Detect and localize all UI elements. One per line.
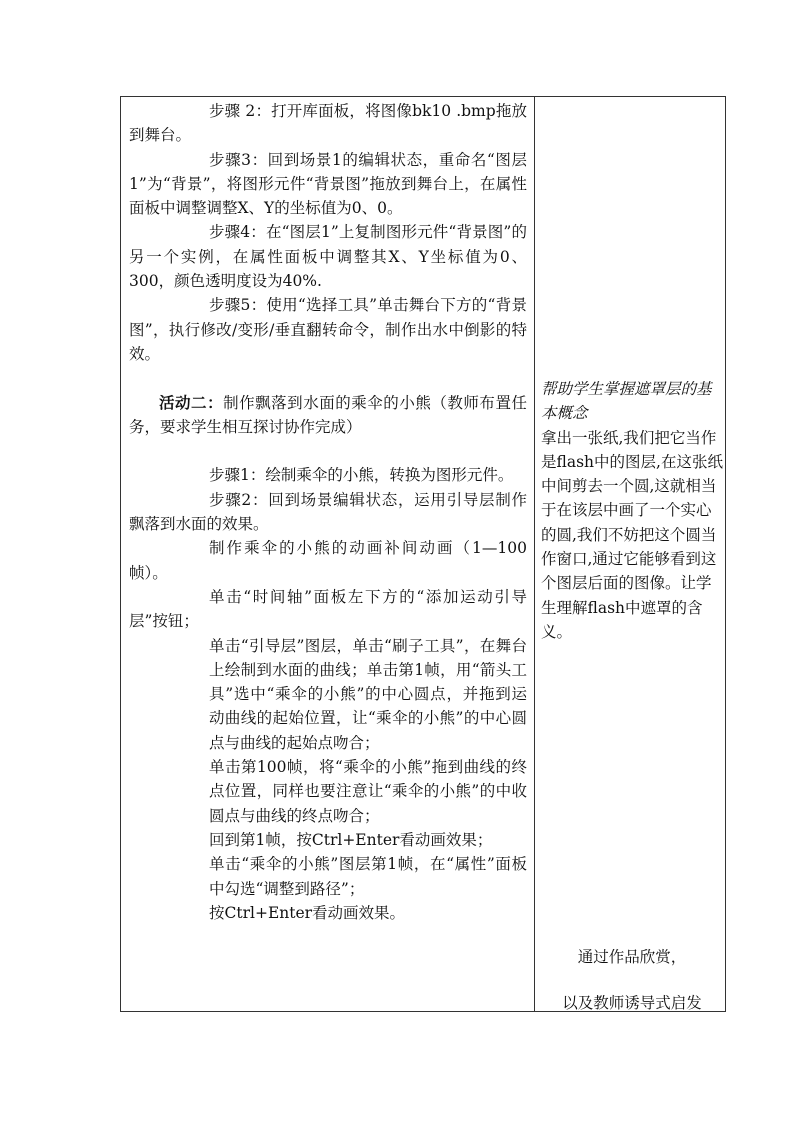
orient-to-path-instruction: 单击“乘伞的小熊”图层第1帧，在“属性”面板中勾选“调整到路径”； xyxy=(209,855,527,898)
spacer xyxy=(129,366,527,390)
step-2-open-library: 步骤 2：打开库面板，将图像bk10 .bmp拖放到舞台。 xyxy=(129,102,527,145)
draw-curve-instruction: 单击“引导层”图层，单击“刷子工具”，在舞台上绘制到水面的曲线；单击第1帧，用“箭头工具”选中“乘伞的小熊”的中心圆点，并拖到运动曲线的起始位置，让“乘伞的小熊”的中心圆点与曲线的起始点吻合； xyxy=(209,636,527,752)
bottom-note-1: 通过作品欣赏， xyxy=(577,948,687,966)
right-column-bottom xyxy=(541,945,723,1016)
left-column xyxy=(129,99,527,925)
activity-two xyxy=(129,391,527,440)
spacer xyxy=(129,439,527,463)
right-column xyxy=(541,377,723,644)
add-motion-guide: 单击“时间轴”面板左下方的“添加运动引导层”按钮； xyxy=(129,587,527,631)
activity-two-text: 制作飘落到水面的乘伞的小熊（教师布置任务，要求学生相互探讨协作完成） xyxy=(129,393,527,436)
lesson-table xyxy=(120,96,726,1012)
column-divider xyxy=(534,97,535,1011)
step-2-guide-layer: 步骤2：回到场景编辑状态，运用引导层制作飘落到水面的效果。 xyxy=(129,490,527,534)
right-column-body: 拿出一张纸,我们把它当作是flash中的图层,在这张纸中间剪去一个圆,这就相当于在该层中画了一个实心的圆,我们不妨把这个圆当作窗口,通过它能够看到这个图层后面的图像。让学生理解flash中遮罩的含义。 xyxy=(541,428,723,641)
activity-two-label: 活动二： xyxy=(159,392,224,412)
preview-instruction-1: 回到第1帧，按Ctrl+Enter看动画效果； xyxy=(209,830,493,849)
tween-instruction: 制作乘伞的小熊的动画补间动画（1—100帧）。 xyxy=(129,539,527,582)
step-1-draw-bear: 步骤1：绘制乘伞的小熊，转换为图形元件。 xyxy=(209,466,514,485)
preview-instruction-2: 按Ctrl+Enter看动画效果。 xyxy=(209,903,406,922)
step-3-rename-layer: 步骤3：回到场景1的编辑状态，重命名“图层1”为“背景”，将图形元件“背景图”拖放到舞台上，在属性面板中调整调整X、Y的坐标值为0、0。 xyxy=(129,150,527,218)
frame-100-instruction: 单击第100帧，将“乘伞的小熊”拖到曲线的终点位置，同样也要注意让“乘伞的小熊”的中收圆点与曲线的终点吻合； xyxy=(209,758,527,825)
bottom-note-2: 以及教师诱导式启发 xyxy=(562,994,702,1013)
spacer xyxy=(541,969,723,991)
step-4-copy-instance: 步骤4：在“图层1”上复制图形元件“背景图”的另一个实例，在属性面板中调整其X、Y坐标值为0、300，颜色透明度设为40%. xyxy=(129,223,527,291)
right-column-title: 帮助学生掌握遮罩层的基本概念 xyxy=(541,380,712,423)
step-5-flip-vertical: 步骤5：使用“选择工具”单击舞台下方的“背景图”，执行修改/变形/垂直翻转命令，制作出水中倒影的特效。 xyxy=(129,296,527,363)
